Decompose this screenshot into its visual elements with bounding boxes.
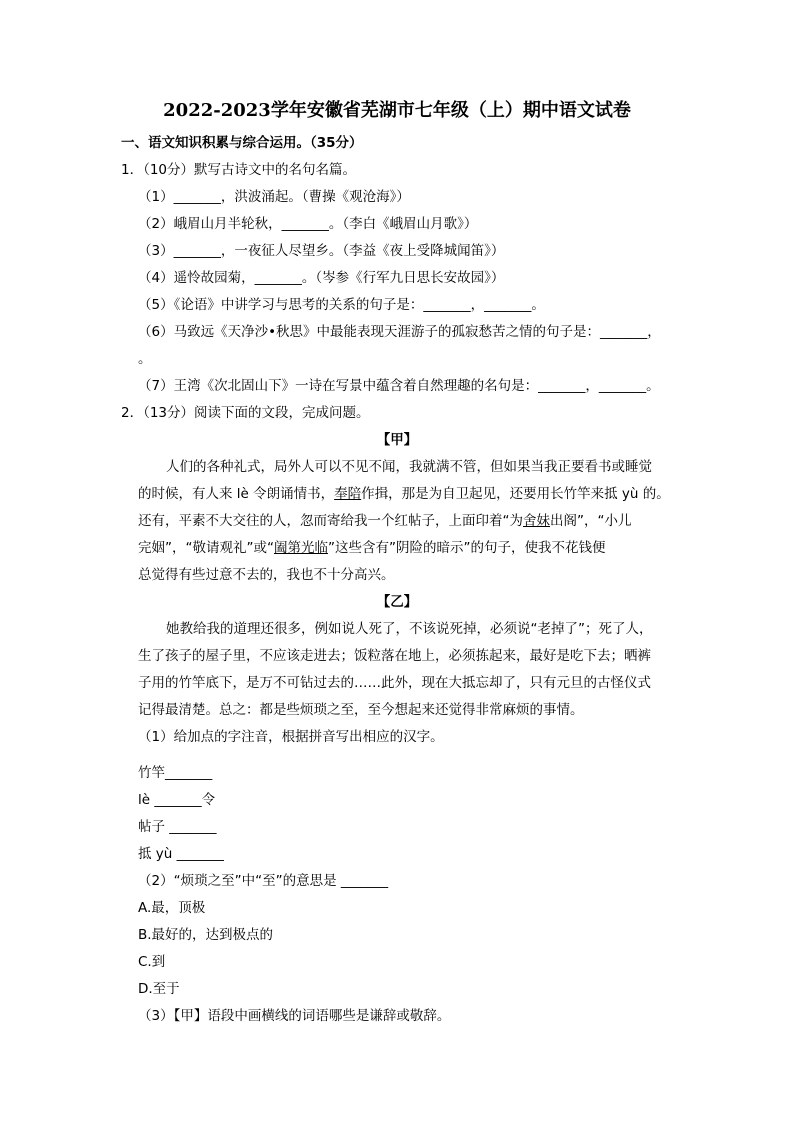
question-1-heading: 1．（10分）默写古诗文中的名句名篇。 [121,162,357,178]
blank-line-3: 帖子 _______ [138,819,217,835]
blank-line-4: 抵 yù _______ [138,846,224,862]
question-1-item-3: （3）_______，一夜征人尽望乡。（李益《夜上受降城闻笛》） [138,243,505,259]
question-2-heading: 2．（13分）阅读下面的文段，完成问题。 [121,405,370,421]
passage-jia-line-1: 人们的各种礼式，局外人可以不见不闻，我就满不管，但如果当我正要看书或睡觉 [166,459,652,475]
passage-yi-line-3: 子用的竹竿底下，是万不可钻过去的……此外，现在大抵忘却了，只有元旦的古怪仪式 [138,675,651,691]
passage-jia-line-4: 完姻”，“敬请观礼”或“阖第光临”这些含有”阴险的暗示”的句子，使我不花钱便 [138,540,606,556]
option-d: D.至于 [138,981,180,997]
question-1-item-6: （6）马致远《天净沙•秋思》中最能表现天涯游子的孤寂愁苦之情的句子是：_______， [138,324,661,340]
question-1-item-4: （4）遥怜故园菊，_______。（岑参《行军九日思长安故园》） [138,270,505,286]
question-1-item-5: （5）《论语》中讲学习与思考的关系的句子是：_______，_______。 [138,297,545,313]
question-1-item-2: （2）峨眉山月半轮秋，_______。（李白《峨眉山月歌》） [138,216,478,232]
passage-jia-label: 【甲】 [376,432,418,448]
blank-line-1: 竹竿_______ [138,765,213,781]
section-heading: 一、语文知识积累与综合运用。（35分） [121,135,363,151]
option-a: A.最，顶极 [138,900,206,916]
question-1-item-1: （1）_______，洪波涌起。（曹操《观沧海》） [138,189,410,205]
sub-question-3: （3）【甲】语段中画横线的词语哪些是谦辞或敬辞。 [138,1008,451,1024]
blank-line-2: lè _______令 [138,792,216,808]
underlined-word: 奉陪 [334,486,362,502]
option-c: C.到 [138,954,166,970]
passage-yi-label: 【乙】 [376,594,418,610]
passage-yi-line-1: 她教给我的道理还很多，例如说人死了，不该说死掉，必须说“老掉了”；死了人， [166,621,653,637]
passage-jia-line-2: 的时候，有人来 lè 令朗诵情书，奉陪作揖，那是为自卫起见，还要用长竹竿来抵 yù 的。 [138,486,670,502]
sub-question-1: （1）给加点的字注音，根据拼音写出相应的汉字。 [138,729,444,745]
passage-yi-line-4: 记得最清楚。总之：都是些烦琐之至，至今想起来还觉得非常麻烦的事情。 [138,702,584,718]
option-b: B.最好的，达到极点的 [138,927,274,943]
underlined-word: 阖第光临 [273,540,328,556]
passage-jia-line-5: 总觉得有些过意不去的，我也不十分高兴。 [138,567,395,583]
passage-yi-line-2: 生了孩子的屋子里，不应该走进去；饭粒落在地上，必须拣起来，最好是吃下去；晒裤 [138,648,651,664]
question-1-item-7: （7）王湾《次北固山下》一诗在写景中蕴含着自然理趣的名句是：_______，_______。 [138,378,660,394]
sub-question-2: （2）“烦琐之至”中“至”的意思是 _______ [138,873,389,889]
question-1-item-6-end: 。 [138,351,152,367]
passage-jia-line-3: 还有，平素不大交往的人，忽而寄给我一个红帖子，上面印着“为舍妹出阁”，“小儿 [138,513,632,529]
underlined-word: 舍妹 [523,513,550,529]
page-title: 2022-2023学年安徽省芜湖市七年级（上）期中语文试卷 [163,100,631,121]
